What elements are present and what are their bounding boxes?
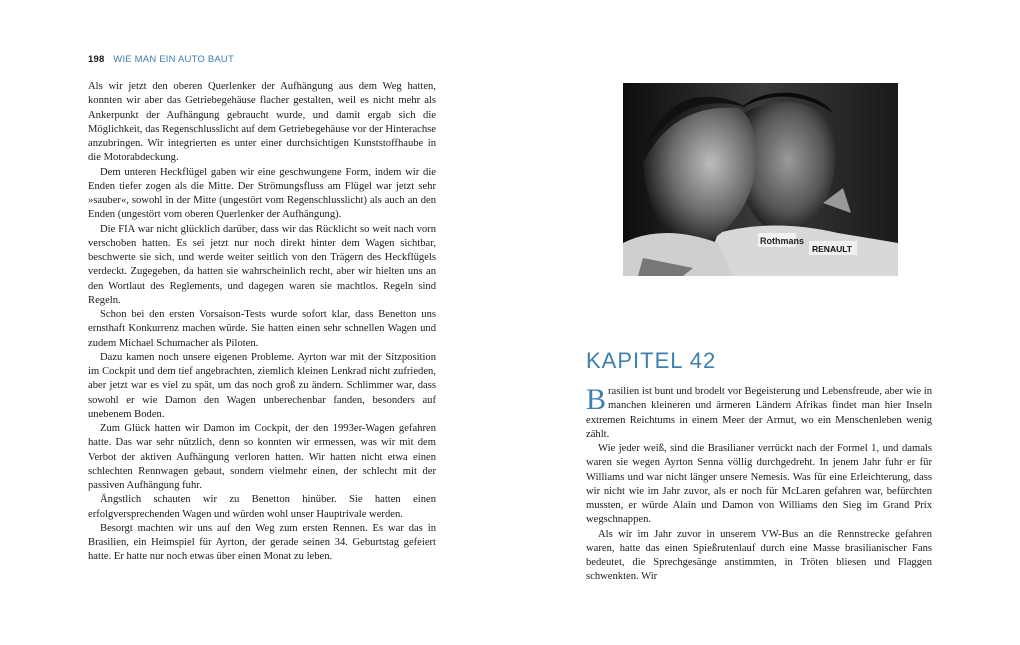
paragraph: Schon bei den ersten Vorsaison-Tests wurde sofort klar, dass Benetton uns ernsthaft Konkurrenz machen würde. Sie hatten einen sehr schnellen Wagen und zudem Michael Schumacher als Piloten. xyxy=(88,309,436,349)
photo-badge: Rothmans xyxy=(760,236,805,246)
paragraph: Besorgt machten wir uns auf den Weg zum ersten Rennen. Es war das in Brasilien, ein Heimspiel für Ayrton, der gerade seinen 34. Geburtstag gefeiert hatte. Er hatte nur noch etwas über einen Monat zu leben. xyxy=(88,522,436,563)
paragraph: Die FIA war nicht glücklich darüber, dass wir das Rücklicht so weit nach vorn verschoben hatten. Es sei jetzt nur noch direkt hinter dem Wagen sichtbar, beschwerte sie sich, und werde weiter seitlich von den Trägern des Heckflügels verdeckt. Zugegeben, da hatten sie wahrscheinlich recht, aber wir hielten uns an den Wortlaut des Reglements, und dagegen waren sie machtlos. Regeln sind Regeln. xyxy=(88,223,436,306)
paragraph: Wie jeder weiß, sind die Brasilianer verrückt nach der Formel 1, und damals waren sie wegen Ayrton Senna völlig durchgedreht. In jenem Jahr fuhr er für Williams und war nicht länger unsere Nemesis. Was für eine Erleichterung, dass wir nicht wie im Jahr zuvor, als er noch für McLaren gefahren war, befürchten mussten, er würde Alain und Damon von Williams den Sieg im Grand Prix wegschnappen. xyxy=(586,443,932,526)
chapter-text xyxy=(586,385,932,585)
driver-photo xyxy=(623,83,898,276)
paragraph: Dem unteren Heckflügel gaben wir eine geschwungene Form, indem wir die Enden tiefer zogen als die Mitte. Der Strömungsfluss am Flügel war jetzt sehr »sauber«, sowohl in der Mitte (ungestört vom Regenschlusslicht) als auch an den Enden (ungestört vom oberen Querlenker der Aufhängung). xyxy=(88,166,436,221)
body-text xyxy=(88,80,436,565)
paragraph-text: rasilien ist bunt und brodelt vor Begeisterung und Lebensfreude, aber wie in manchen kleineren und ärmeren Ländern Afrikas findet man hier Inseln extremen Reichtums in einem Meer der Armut, wo ein Menschenleben wenig zählt. xyxy=(586,386,932,440)
page-number: 198 xyxy=(88,54,105,65)
paragraph xyxy=(586,385,932,442)
paragraph: Als wir im Jahr zuvor in unserem VW-Bus an die Rennstrecke gefahren waren, hatte das einen Spießrutenlauf durch eine Masse brasilianischer Fans bedeutet, die Sprechgesänge anstimmten, in Tröten bliesen und Flaggen schwenkten. Wir xyxy=(586,528,932,583)
photo-illustration xyxy=(623,83,898,276)
right-page xyxy=(510,0,1020,645)
running-title: WIE MAN EIN AUTO BAUT xyxy=(113,54,234,65)
drop-cap: B xyxy=(586,383,607,416)
paragraph: Ängstlich schauten wir zu Benetton hinüber. Sie hatten einen erfolgversprechenden Wagen und würden wohl unser Hauptrivale werden. xyxy=(88,494,436,520)
paragraph: Zum Glück hatten wir Damon im Cockpit, der den 1993er-Wagen gefahren hatte. Das war sehr nützlich, denn so konnten wir ermessen, was wir mit dem Verbot der aktiven Aufhängung verloren hatten. Wir hatten nicht etwa einen schlechten Rennwagen gebaut, sondern vielmehr einen, der schlecht mit der passiven Aufhängung fuhr. xyxy=(88,423,436,491)
paragraph: Dazu kamen noch unsere eigenen Probleme. Ayrton war mit der Sitzposition im Cockpit und dem tief angebrachten, ziemlich kleinen Lenkrad nicht zufrieden, aber jetzt war es viel zu spät, um das noch groß zu ändern. Schlimmer war, dass sowohl er wie Damon den Wagen unberechenbar fanden, besonders auf unebenem Boden. xyxy=(88,351,436,420)
running-head xyxy=(88,54,234,65)
chapter-title: KAPITEL 42 xyxy=(586,347,717,373)
paragraph: Als wir jetzt den oberen Querlenker der Aufhängung aus dem Weg hatten, konnten wir aber das Getriebegehäuse flacher gestalten, weil es nicht mehr als Ankerpunkt der Aufhängung gebraucht wurde, und damit ergab sich die Möglichkeit, das Regenschlusslicht auf dem Getriebegehäuse vor der Hinterachse anzubringen. Wir integrierten es unter einer durchsichtigen Kunststoffhaube in die Motorabdeckung. xyxy=(88,81,436,164)
photo-badge: RENAULT xyxy=(812,244,852,254)
